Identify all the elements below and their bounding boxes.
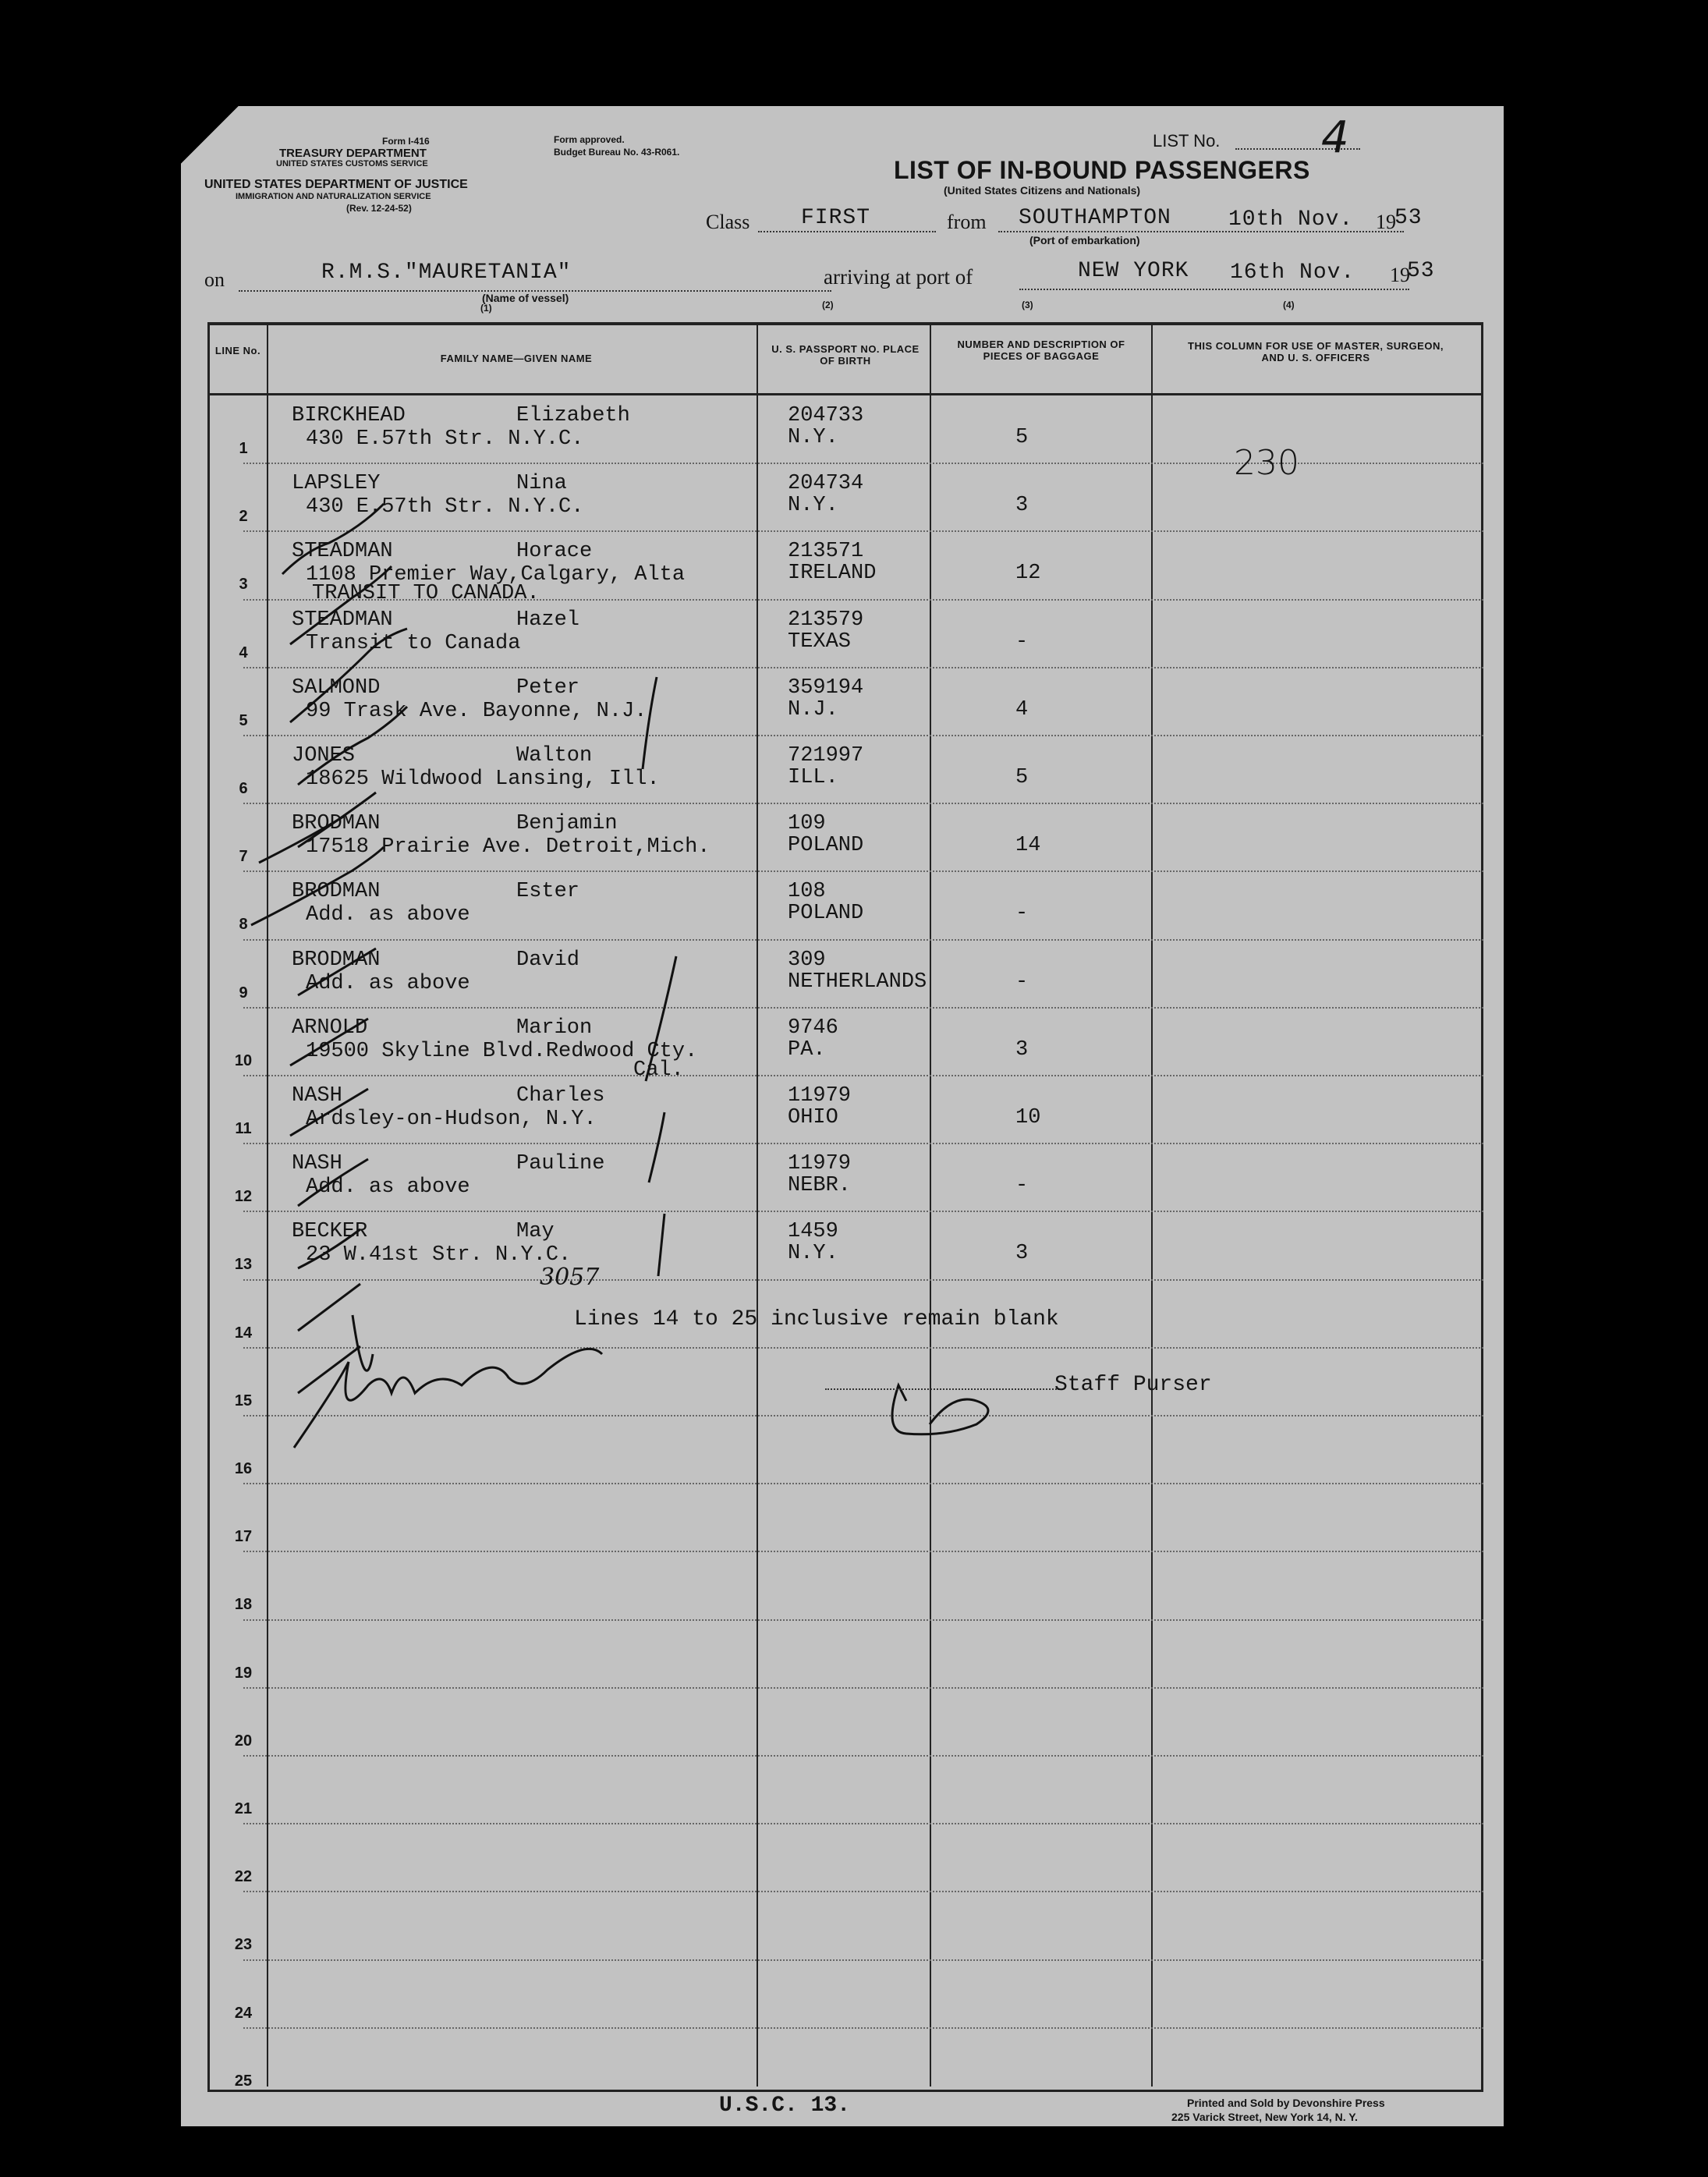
baggage-count: 5 bbox=[1015, 766, 1029, 789]
caption-3: (3) bbox=[1022, 300, 1033, 310]
address: 1108 Premier Way,Calgary, Alta bbox=[306, 563, 686, 587]
place-of-birth: TEXAS bbox=[788, 629, 852, 654]
line-number: 16 bbox=[234, 1460, 253, 1477]
baggage-count: - bbox=[1015, 629, 1029, 654]
passport-no: 721997 bbox=[788, 744, 864, 768]
caption-1: (1) bbox=[480, 303, 492, 314]
address: Transit to Canada bbox=[306, 631, 521, 655]
baggage-count: 4 bbox=[1015, 697, 1029, 722]
arriving-label: arriving at port of bbox=[824, 265, 973, 289]
passport-no: 309 bbox=[788, 948, 826, 972]
address: 430 E.57th Str. N.Y.C. bbox=[306, 427, 584, 451]
punch-hole bbox=[117, 2075, 150, 2108]
on-label: on bbox=[204, 268, 225, 291]
class-value: FIRST bbox=[801, 206, 871, 230]
passport-no: 204734 bbox=[788, 472, 864, 496]
printer-line-1: Printed and Sold by Devonshire Press bbox=[1187, 2097, 1385, 2109]
given-name: Pauline bbox=[516, 1152, 605, 1176]
family-name: BIRCKHEAD bbox=[292, 404, 406, 427]
address: 17518 Prairie Ave. Detroit,Mich. bbox=[306, 835, 710, 860]
place-of-birth: OHIO bbox=[788, 1106, 838, 1129]
col-name: FAMILY NAME—GIVEN NAME bbox=[440, 353, 593, 364]
family-name: SALMOND bbox=[292, 675, 381, 700]
line-number: 21 bbox=[234, 1800, 253, 1817]
check-marks bbox=[181, 106, 1504, 2126]
arrival-year-prefix: 19 bbox=[1390, 264, 1410, 286]
line-number: 13 bbox=[234, 1256, 253, 1274]
punch-hole bbox=[117, 1326, 150, 1359]
family-name: STEADMAN bbox=[292, 608, 393, 632]
list-no-label: LIST No. bbox=[1153, 131, 1221, 151]
passport-no: 9746 bbox=[788, 1016, 838, 1040]
col-baggage: NUMBER AND DESCRIPTION OF PIECES OF BAGGAGE bbox=[957, 339, 1125, 362]
family-name: NASH bbox=[292, 1084, 342, 1108]
line-number: 8 bbox=[239, 916, 248, 934]
line-number: 25 bbox=[234, 2072, 253, 2090]
given-name: May bbox=[516, 1220, 555, 1244]
punch-hole bbox=[117, 780, 150, 813]
given-name: Charles bbox=[516, 1084, 605, 1108]
manifest-page bbox=[181, 106, 1504, 2126]
form-revision: (Rev. 12-24-52) bbox=[346, 203, 412, 214]
address: 430 E.57th Str. N.Y.C. bbox=[306, 495, 584, 519]
caption-2: (2) bbox=[822, 300, 834, 310]
form-title: LIST OF IN-BOUND PASSENGERS bbox=[894, 156, 1310, 184]
col-line-no: LINE No. bbox=[214, 345, 261, 356]
budget-bureau: Budget Bureau No. 43-R061. bbox=[554, 147, 680, 158]
address: Add. as above bbox=[306, 1175, 470, 1200]
line-number: 5 bbox=[239, 711, 248, 729]
form-subtitle: (United States Citizens and Nationals) bbox=[944, 184, 1141, 197]
line-number: 19 bbox=[234, 1664, 253, 1682]
form-approved: Form approved. bbox=[554, 134, 625, 145]
baggage-count: 12 bbox=[1015, 562, 1041, 586]
address: Add. as above bbox=[306, 971, 470, 995]
given-name: Marion bbox=[516, 1016, 593, 1040]
given-name: David bbox=[516, 948, 580, 972]
arrival-date: 16th Nov. bbox=[1230, 261, 1355, 285]
punch-hole bbox=[117, 1724, 150, 1757]
punch-hole bbox=[117, 1849, 150, 1881]
class-label: Class bbox=[706, 211, 750, 233]
baggage-count: - bbox=[1015, 902, 1029, 926]
col-officers: THIS COLUMN FOR USE OF MASTER, SURGEON, AND U. S. OFFICERS bbox=[1188, 340, 1444, 363]
arrival-year: 53 bbox=[1407, 259, 1435, 283]
given-name: Horace bbox=[516, 540, 593, 564]
given-name: Nina bbox=[516, 472, 567, 496]
address: 19500 Skyline Blvd.Redwood Cty. bbox=[306, 1039, 698, 1063]
line-number: 24 bbox=[234, 2004, 253, 2022]
given-name: Hazel bbox=[516, 608, 580, 632]
port-of-embarkation: SOUTHAMPTON bbox=[1019, 206, 1171, 230]
place-of-birth: N.Y. bbox=[788, 426, 838, 449]
given-name: Walton bbox=[516, 744, 593, 768]
signature-number: 3057 bbox=[540, 1264, 600, 1291]
printer-line-2: 225 Varick Street, New York 14, N. Y. bbox=[1171, 2111, 1358, 2123]
line-number: 10 bbox=[234, 1051, 253, 1069]
justice-dept: UNITED STATES DEPARTMENT OF JUSTICE bbox=[204, 178, 468, 191]
passport-no: 204733 bbox=[788, 404, 864, 427]
address: 23 W.41st Str. N.Y.C. bbox=[306, 1243, 572, 1268]
passport-no: 11979 bbox=[788, 1152, 852, 1176]
baggage-count: 14 bbox=[1015, 834, 1041, 858]
address: 99 Trask Ave. Bayonne, N.J. bbox=[306, 699, 647, 723]
family-name: BRODMAN bbox=[292, 812, 381, 836]
baggage-count: 5 bbox=[1015, 426, 1029, 449]
from-label: from bbox=[947, 211, 987, 233]
family-name: NASH bbox=[292, 1152, 342, 1176]
line-number: 18 bbox=[234, 1596, 253, 1614]
punch-hole bbox=[117, 659, 150, 692]
form-footer-code: U.S.C. 13. bbox=[719, 2094, 851, 2118]
family-name: BECKER bbox=[292, 1220, 368, 1244]
place-of-birth: NETHERLANDS bbox=[788, 970, 927, 994]
blank-lines-note: Lines 14 to 25 inclusive remain blank bbox=[574, 1307, 1059, 1331]
line-number: 4 bbox=[239, 644, 248, 661]
departure-year-prefix: 19 bbox=[1376, 211, 1396, 233]
line-number: 20 bbox=[234, 1732, 253, 1750]
line-number: 12 bbox=[234, 1188, 253, 1206]
family-name: STEADMAN bbox=[292, 540, 393, 564]
line-number: 7 bbox=[239, 848, 248, 866]
place-of-birth: IRELAND bbox=[788, 562, 877, 586]
departure-year: 53 bbox=[1394, 206, 1423, 230]
port-embark-caption: (Port of embarkation) bbox=[1029, 234, 1140, 246]
passport-no: 1459 bbox=[788, 1220, 838, 1244]
place-of-birth: ILL. bbox=[788, 766, 838, 789]
given-name: Elizabeth bbox=[516, 404, 630, 427]
line-number: 6 bbox=[239, 780, 248, 797]
place-of-birth: N.Y. bbox=[788, 1242, 838, 1266]
line-number: 15 bbox=[234, 1392, 253, 1409]
place-of-birth: N.J. bbox=[788, 697, 838, 722]
family-name: BRODMAN bbox=[292, 948, 381, 972]
given-name: Peter bbox=[516, 675, 580, 700]
passport-no: 109 bbox=[788, 812, 826, 836]
baggage-count: 3 bbox=[1015, 494, 1029, 518]
line-number: 9 bbox=[239, 984, 248, 1002]
baggage-count: - bbox=[1015, 1174, 1029, 1198]
line-number: 3 bbox=[239, 576, 248, 594]
line-number: 22 bbox=[234, 1868, 253, 1886]
baggage-count: - bbox=[1015, 970, 1029, 994]
punch-hole bbox=[117, 164, 150, 197]
family-name: JONES bbox=[292, 744, 356, 768]
address-line-2: Cal. bbox=[633, 1058, 684, 1082]
address-line-2: TRANSIT TO CANADA. bbox=[312, 582, 540, 606]
stamp-number: 230 bbox=[1234, 443, 1299, 483]
given-name: Benjamin bbox=[516, 812, 618, 836]
place-of-birth: POLAND bbox=[788, 902, 864, 926]
line-number: 2 bbox=[239, 508, 248, 526]
place-of-birth: NEBR. bbox=[788, 1174, 852, 1198]
passport-no: 108 bbox=[788, 880, 826, 904]
punch-hole bbox=[117, 289, 150, 321]
passport-no: 11979 bbox=[788, 1084, 852, 1108]
place-of-birth: POLAND bbox=[788, 834, 864, 858]
baggage-count: 3 bbox=[1015, 1242, 1029, 1266]
caption-4: (4) bbox=[1283, 300, 1295, 310]
address: Add. as above bbox=[306, 903, 470, 927]
col-passport: U. S. PASSPORT NO. PLACE OF BIRTH bbox=[771, 343, 920, 367]
passport-no: 213571 bbox=[788, 540, 864, 564]
address: 18625 Wildwood Lansing, Ill. bbox=[306, 768, 660, 791]
vessel-name: R.M.S."MAURETANIA" bbox=[321, 261, 572, 285]
place-of-birth: N.Y. bbox=[788, 494, 838, 518]
passport-no: 359194 bbox=[788, 675, 864, 700]
staff-purser-label: Staff Purser bbox=[1054, 1373, 1212, 1397]
customs-service: UNITED STATES CUSTOMS SERVICE bbox=[276, 159, 428, 168]
place-of-birth: PA. bbox=[788, 1037, 826, 1062]
given-name: Ester bbox=[516, 880, 580, 904]
baggage-count: 10 bbox=[1015, 1106, 1041, 1129]
line-number: 1 bbox=[239, 440, 248, 457]
family-name: ARNOLD bbox=[292, 1016, 368, 1040]
arrival-port: NEW YORK bbox=[1078, 259, 1189, 283]
ins-service: IMMIGRATION AND NATURALIZATION SERVICE bbox=[236, 192, 431, 201]
departure-date: 10th Nov. bbox=[1228, 207, 1354, 232]
treasury-dept: TREASURY DEPARTMENT bbox=[279, 147, 427, 160]
address: Ardsley-on-Hudson, N.Y. bbox=[306, 1108, 597, 1131]
list-number: 4 bbox=[1321, 112, 1349, 163]
vessel-caption: (Name of vessel) bbox=[482, 292, 569, 304]
family-name: LAPSLEY bbox=[292, 472, 381, 496]
baggage-count: 3 bbox=[1015, 1037, 1029, 1062]
form-number: Form I-416 bbox=[382, 136, 430, 147]
line-number: 23 bbox=[234, 1936, 253, 1954]
line-number: 11 bbox=[235, 1120, 252, 1137]
family-name: BRODMAN bbox=[292, 880, 381, 904]
line-number: 17 bbox=[234, 1528, 253, 1546]
passport-no: 213579 bbox=[788, 608, 864, 632]
line-number: 14 bbox=[234, 1324, 253, 1342]
